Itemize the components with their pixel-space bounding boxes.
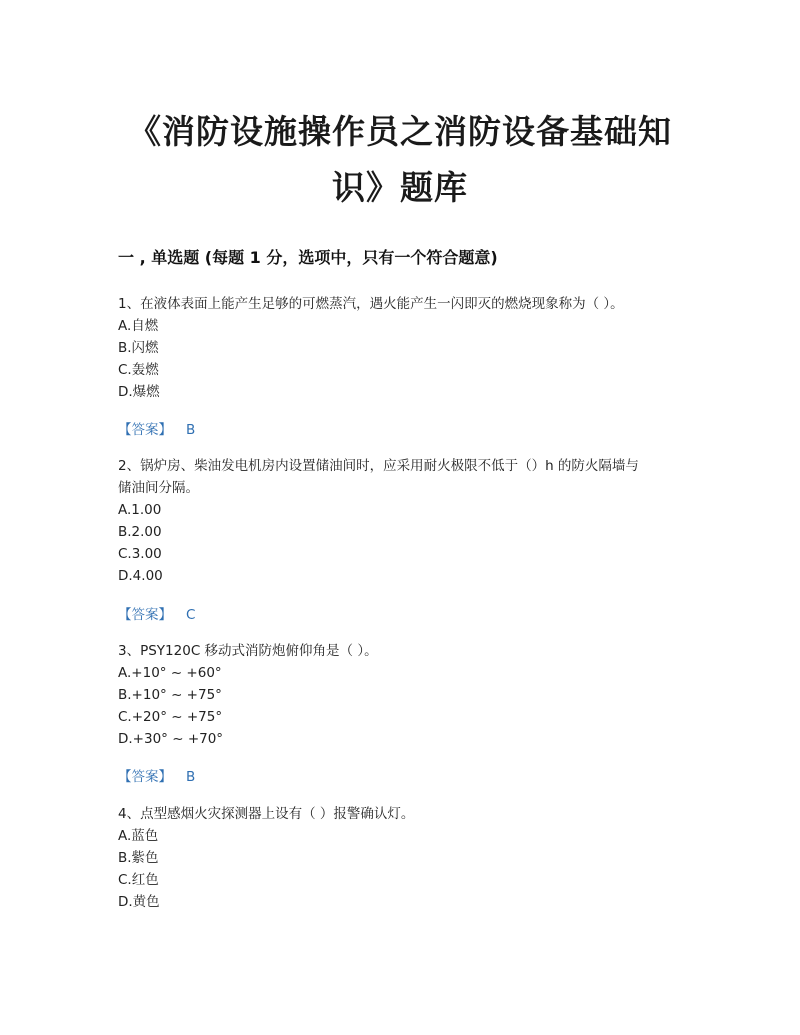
option-a: A.+10° ~ +60° xyxy=(118,665,222,681)
option-a: A.自燃 xyxy=(118,318,159,334)
answer-2 xyxy=(118,604,195,626)
title-line-2: 识》题库 xyxy=(332,168,468,207)
question-stem: 3、PSY120C 移动式消防炮俯仰角是（ ）。 xyxy=(118,643,378,659)
option-b: B.+10° ~ +75° xyxy=(118,687,222,703)
option-c: C.轰燃 xyxy=(118,362,159,378)
option-c: C.红色 xyxy=(118,872,159,888)
option-d: D.+30° ~ +70° xyxy=(118,731,224,747)
answer-3 xyxy=(118,766,195,788)
option-a: A.1.00 xyxy=(118,502,162,518)
option-b: B.闪燃 xyxy=(118,340,159,356)
answer-letter: C xyxy=(186,607,196,623)
option-d: D.爆燃 xyxy=(118,384,160,400)
document-title xyxy=(110,104,690,216)
answer-letter: B xyxy=(186,422,196,438)
question-4 xyxy=(118,803,678,913)
option-a: A.蓝色 xyxy=(118,828,159,844)
option-d: D.4.00 xyxy=(118,568,163,584)
question-stem-line-2: 储油间分隔。 xyxy=(118,480,199,496)
answer-1 xyxy=(118,419,195,441)
option-b: B.紫色 xyxy=(118,850,159,866)
question-2 xyxy=(118,455,678,587)
answer-label: 【答案】 xyxy=(118,769,172,785)
title-line-1: 《消防设施操作员之消防设备基础知 xyxy=(128,112,672,151)
question-stem: 1、在液体表面上能产生足够的可燃蒸汽，遇火能产生一闪即灭的燃烧现象称为（ ）。 xyxy=(118,296,624,312)
question-stem-line-1: 2、锅炉房、柴油发电机房内设置储油间时，应采用耐火极限不低于（）h 的防火隔墙与 xyxy=(118,458,639,474)
option-c: C.+20° ~ +75° xyxy=(118,709,223,725)
option-d: D.黄色 xyxy=(118,894,160,910)
question-1 xyxy=(118,293,678,403)
answer-label: 【答案】 xyxy=(118,422,172,438)
question-3 xyxy=(118,640,678,750)
question-stem: 4、点型感烟火灾探测器上设有（ ）报警确认灯。 xyxy=(118,806,415,822)
option-c: C.3.00 xyxy=(118,546,162,562)
answer-letter: B xyxy=(186,769,196,785)
answer-label: 【答案】 xyxy=(118,607,172,623)
option-b: B.2.00 xyxy=(118,524,162,540)
section-heading: 一 , 单选题 (每题 1 分，选项中，只有一个符合题意) xyxy=(118,248,498,267)
